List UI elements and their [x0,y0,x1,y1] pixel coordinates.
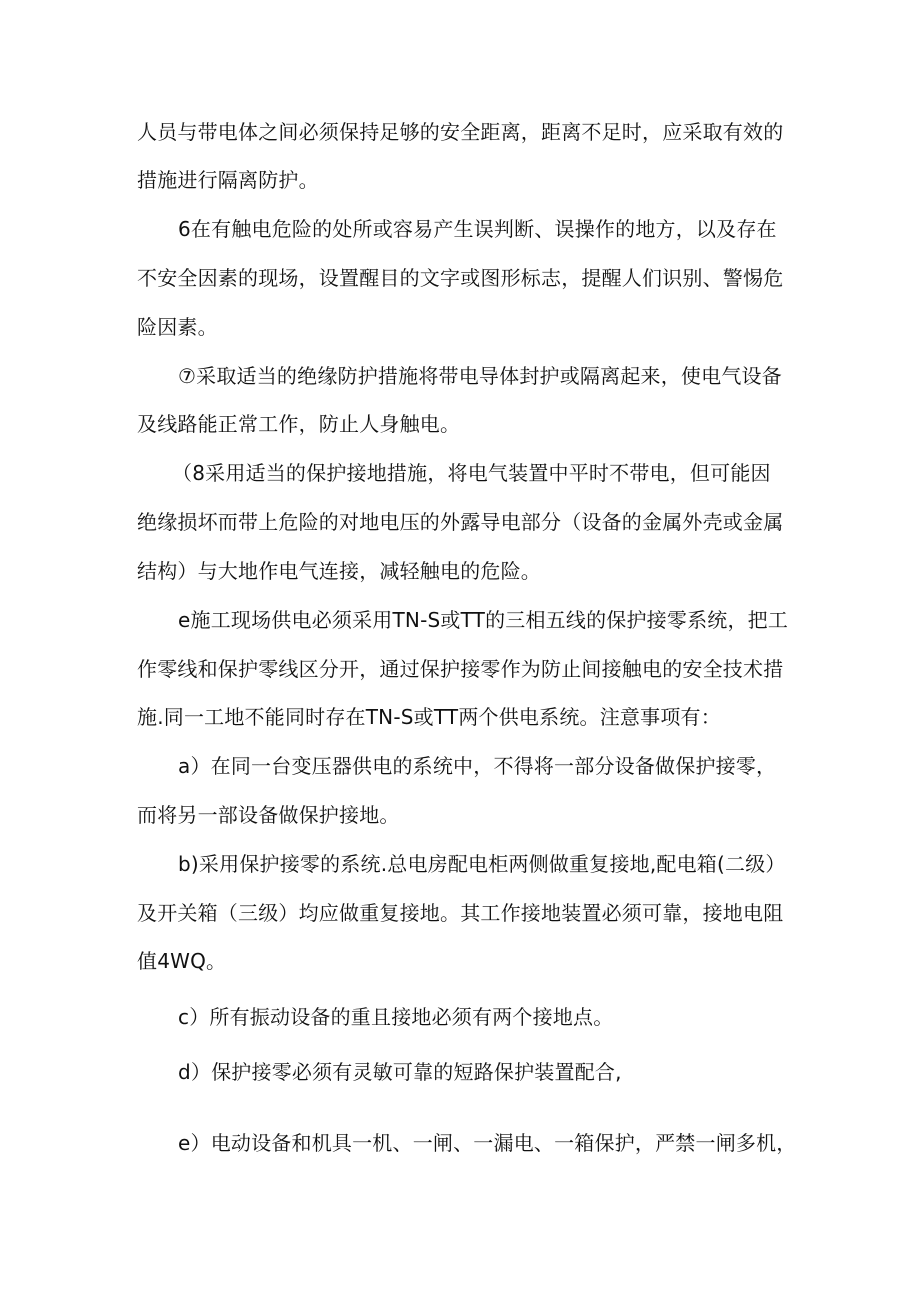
text-line: 施.同一工地不能同时存在TN-S或TT两个供电系统。注意事项有： [137,705,721,729]
text-line: 及开关箱（三级）均应做重复接地。其工作接地装置必须可靠，接地电阻 [137,901,784,925]
text-line: 人员与带电体之间必须保持足够的安全距离，距离不足时，应采取有效的 [137,120,784,144]
text-line: c）所有振动设备的重且接地必须有两个接地点。 [178,1005,614,1029]
text-line: e施工现场供电必须采用TN-S或TT的三相五线的保护接零系统，把工 [178,608,789,632]
text-line: d）保护接零必须有灵敏可靠的短路保护装置配合, [178,1060,622,1084]
text-line: a）在同一台变压器供电的系统中，不得将一部分设备做保护接零， [178,754,777,778]
text-line: 不安全因素的现场，设置醒目的文字或图形标志，提醒人们识别、警惕危 [137,266,784,290]
text-line: 而将另一部设备做保护接地。 [137,803,400,827]
text-line: 及线路能正常工作，防止人身触电。 [137,412,461,436]
text-line: 6在有触电危险的处所或容易产生误判断、误操作的地方，以及存在 [178,217,777,241]
text-line: e）电动设备和机具一机、一闸、一漏电、一箱保护，严禁一闸多机， [178,1131,797,1155]
text-line: 绝缘损坏而带上危险的对地电压的外露导电部分（设备的金属外壳或金属 [137,510,784,534]
text-line: ⑦采取适当的绝缘防护措施将带电导体封护或隔离起来，使电气设备 [178,364,782,388]
text-line: （8采用适当的保护接地措施，将电气装置中平时不带电，但可能因 [172,461,771,485]
text-line: 值4WQ。 [137,949,227,973]
text-line: 作零线和保护零线区分开，通过保护接零作为防止间接触电的安全技术措 [137,657,784,681]
text-line: 措施进行隔离防护。 [137,168,319,192]
text-line: 险因素。 [137,315,218,339]
text-line: 结构）与大地作电气连接，减轻触电的危险。 [137,559,541,583]
text-line: b)采用保护接零的系统.总电房配电柜两侧做重复接地,配电箱(二级） [178,852,786,876]
